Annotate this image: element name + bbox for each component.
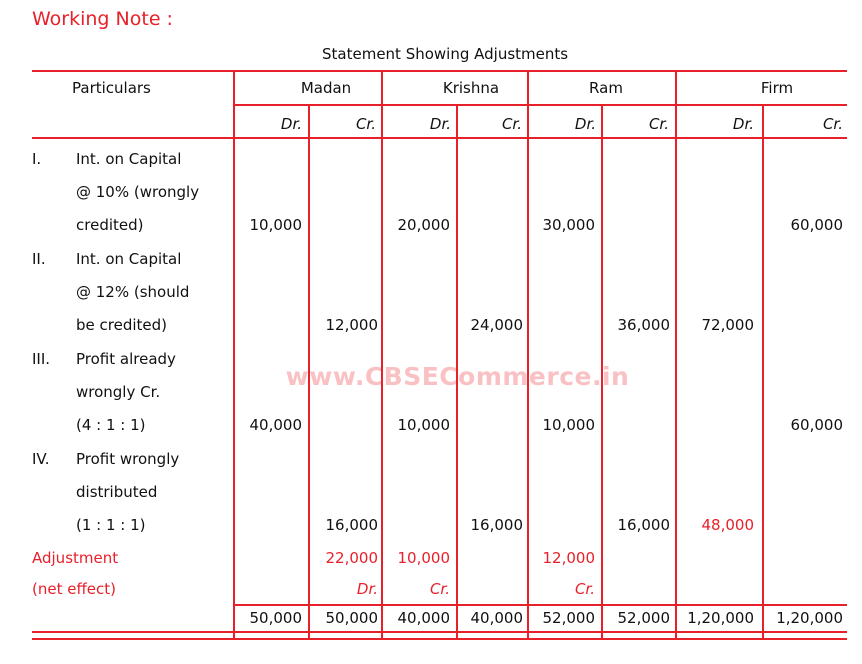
adjustment-krishna-dr: 10,000 — [397, 549, 450, 567]
cr-header: Cr. — [355, 115, 376, 133]
particulars-header: Particulars — [72, 79, 151, 97]
value-krishna-cr: 16,000 — [470, 516, 523, 534]
row-label-line: Int. on Capital — [76, 150, 182, 168]
row-label-line: (1 : 1 : 1) — [76, 516, 146, 534]
row-label-line: Profit already — [76, 350, 176, 368]
dr-header: Dr. — [732, 115, 754, 133]
value-firm-cr: 60,000 — [790, 216, 843, 234]
value-ram-cr: 36,000 — [617, 316, 670, 334]
row-label-line: @ 12% (should — [76, 283, 190, 301]
value-ram-dr: 10,000 — [542, 416, 595, 434]
column-divider — [233, 70, 235, 640]
adjustment-madan-cr: 22,000 — [325, 549, 378, 567]
partner-header-madan: Madan — [300, 79, 352, 97]
row-label-line: @ 10% (wrongly — [76, 183, 200, 201]
header-bottom-rule — [32, 137, 847, 139]
row-roman: IV. — [32, 450, 50, 468]
value-krishna-cr: 24,000 — [470, 316, 523, 334]
row-label-line: (4 : 1 : 1) — [76, 416, 146, 434]
working-note-heading: Working Note : — [32, 8, 173, 30]
adjustment-label: Adjustment — [32, 549, 119, 567]
total-krishna-cr: 40,000 — [470, 609, 523, 627]
value-krishna-dr: 20,000 — [397, 216, 450, 234]
dr-header: Dr. — [574, 115, 596, 133]
value-firm-dr: 72,000 — [701, 316, 754, 334]
value-ram-cr: 16,000 — [617, 516, 670, 534]
totals-double-rule — [32, 638, 847, 640]
partner-header-ram: Ram — [589, 79, 623, 97]
partner-header-firm: Firm — [760, 79, 794, 97]
total-ram-dr: 52,000 — [542, 609, 595, 627]
row-roman: II. — [32, 250, 46, 268]
adjustment-note: Cr. — [429, 580, 450, 598]
total-firm-dr: 1,20,000 — [687, 609, 754, 627]
adjustment-note: Dr. — [356, 580, 378, 598]
value-firm-dr: 48,000 — [701, 516, 754, 534]
value-madan-dr: 10,000 — [249, 216, 302, 234]
row-label-line: be credited) — [76, 316, 168, 334]
cr-header: Cr. — [501, 115, 522, 133]
watermark: www.CBSECommerce.in — [285, 362, 630, 391]
total-firm-cr: 1,20,000 — [776, 609, 843, 627]
dr-header: Dr. — [280, 115, 302, 133]
partner-header-krishna: Krishna — [442, 79, 500, 97]
total-madan-dr: 50,000 — [249, 609, 302, 627]
totals-top-rule — [234, 604, 847, 606]
row-label-line: Int. on Capital — [76, 250, 182, 268]
table-top-rule — [32, 70, 847, 72]
row-label-line: credited) — [76, 216, 144, 234]
value-madan-cr: 16,000 — [325, 516, 378, 534]
partner-header-rule — [234, 104, 847, 106]
value-krishna-dr: 10,000 — [397, 416, 450, 434]
value-ram-dr: 30,000 — [542, 216, 595, 234]
dr-header: Dr. — [429, 115, 451, 133]
value-madan-dr: 40,000 — [249, 416, 302, 434]
row-label-line: Profit wrongly — [76, 450, 180, 468]
adjustment-sublabel: (net effect) — [32, 580, 117, 598]
row-roman: III. — [32, 350, 51, 368]
value-firm-cr: 60,000 — [790, 416, 843, 434]
total-ram-cr: 52,000 — [617, 609, 670, 627]
cr-header: Cr. — [648, 115, 669, 133]
adjustment-note: Cr. — [574, 580, 595, 598]
total-krishna-dr: 40,000 — [397, 609, 450, 627]
value-madan-cr: 12,000 — [325, 316, 378, 334]
adjustment-ram-dr: 12,000 — [542, 549, 595, 567]
column-divider — [675, 70, 677, 640]
totals-bottom-rule — [32, 631, 847, 633]
row-roman: I. — [32, 150, 42, 168]
row-label-line: distributed — [76, 483, 158, 501]
row-label-line: wrongly Cr. — [76, 383, 161, 401]
cr-header: Cr. — [822, 115, 843, 133]
total-madan-cr: 50,000 — [325, 609, 378, 627]
statement-title: Statement Showing Adjustments — [322, 45, 569, 63]
